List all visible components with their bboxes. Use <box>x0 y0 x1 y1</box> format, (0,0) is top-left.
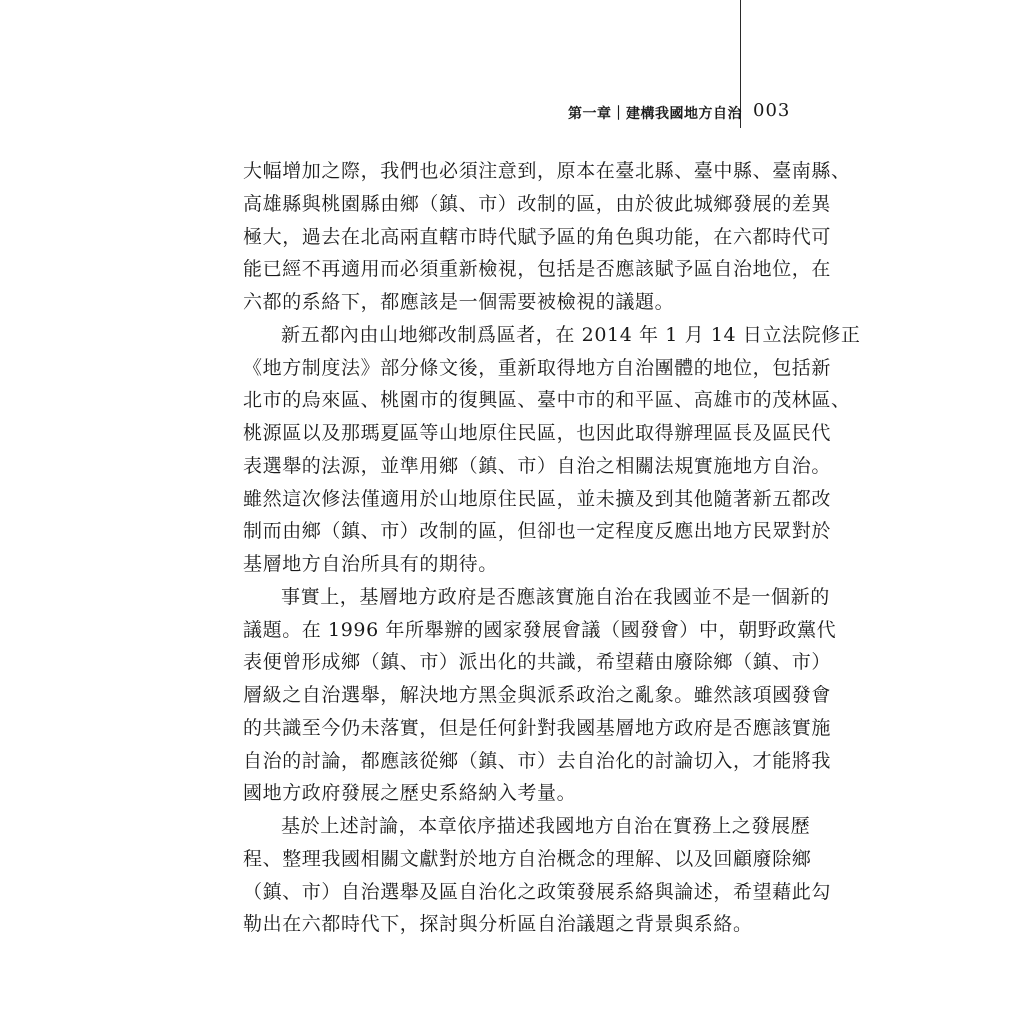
text-line: 自治的討論，都應該從鄉（鎮、市）去自治化的討論切入，才能將我 <box>243 749 832 772</box>
text-line: 表選舉的法源，並準用鄉（鎮、市）自治之相關法規實施地方自治。 <box>243 454 832 477</box>
text-line: 能已經不再適用而必須重新檢視，包括是否應該賦予區自治地位，在 <box>243 258 832 281</box>
text-line: 層級之自治選舉，解決地方黑金與派系政治之亂象。雖然該項國發會 <box>243 684 832 706</box>
text-line: 《地方制度法》部分條文後，重新取得地方自治團體的地位，包括新 <box>243 356 832 379</box>
running-head <box>560 100 790 124</box>
text-line: 勒出在六都時代下，探討與分析區自治議題之背景與系絡。 <box>243 913 753 936</box>
page-number: 003 <box>753 100 791 121</box>
text-line: 基層地方自治所具有的期待。 <box>243 553 498 575</box>
text-line: 桃源區以及那瑪夏區等山地原住民區，也因此取得辦理區長及區民代 <box>243 422 832 444</box>
text-line: 的共識至今仍未落實，但是任何針對我國基層地方政府是否應該實施 <box>243 716 832 739</box>
text-line: 基於上述討論，本章依序描述我國地方自治在實務上之發展歷 <box>281 815 811 837</box>
text-line: 高雄縣與桃園縣由鄉（鎮、市）改制的區，由於彼此城鄉發展的差異 <box>243 192 832 215</box>
text-line: 制而由鄉（鎮、市）改制的區，但卻也一定程度反應出地方民眾對於 <box>243 520 832 543</box>
text-line: 大幅增加之際，我們也必須注意到，原本在臺北縣、臺中縣、臺南縣、 <box>243 160 851 182</box>
chapter-title: 第一章｜建構我國地方自治 <box>568 106 742 122</box>
text-line: 表便曾形成鄉（鎮、市）派出化的共識，希望藉由廢除鄉（鎮、市） <box>243 651 832 674</box>
text-line: 六都的系絡下，都應該是一個需要被檢視的議題。 <box>243 291 675 313</box>
text-line: 國地方政府發展之歷史系絡納入考量。 <box>243 782 577 805</box>
body-text <box>243 155 861 941</box>
text-line: （鎮、市）自治選舉及區自治化之政策發展系絡與論述，希望藉此勾 <box>243 880 832 903</box>
text-line: 極大，過去在北高兩直轄市時代賦予區的角色與功能，在六都時代可 <box>243 225 832 248</box>
text-line: 事實上，基層地方政府是否應該實施自治在我國並不是一個新的 <box>281 585 830 608</box>
text-line: 程、整理我國相關文獻對於地方自治概念的理解、以及回顧廢除鄉 <box>243 847 812 870</box>
text-line: 議題。在 1996 年所舉辦的國家發展會議（國發會）中，朝野政黨代 <box>243 618 837 641</box>
text-line: 北市的烏來區、桃園市的復興區、臺中市的和平區、高雄市的茂林區、 <box>243 389 851 412</box>
text-line: 雖然這次修法僅適用於山地原住民區，並未擴及到其他隨著新五都改 <box>243 487 832 510</box>
text-line: 新五都內由山地鄉改制爲區者，在 2014 年 1 月 14 日立法院修正 <box>281 323 861 346</box>
